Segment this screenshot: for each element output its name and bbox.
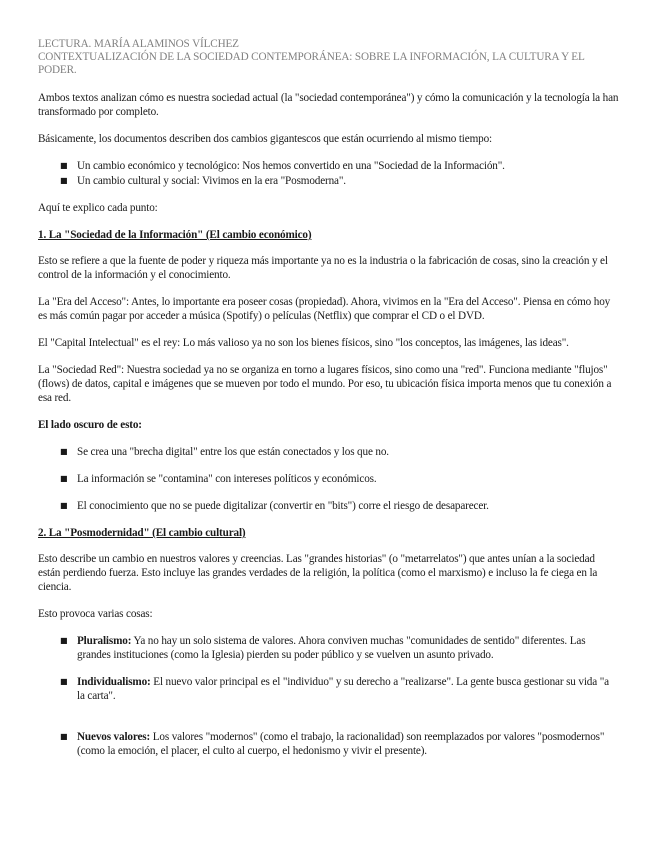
section-1-paragraph-4: La "Sociedad Red": Nuestra sociedad ya no se organiza en torno a lugares físicos, sino como una "red". Funciona mediante "flujos" (flows) de datos, capital e imágenes que se mueven por todo el mundo. Por eso, tu ubicación física importa menos que tu conexión a esa red. xyxy=(38,364,612,404)
list-item-lead: Pluralismo: xyxy=(77,635,132,647)
square-bullet-icon: ■ xyxy=(60,161,68,170)
list-item: ■ Un cambio cultural y social: Vivimos en la era "Posmoderna". xyxy=(60,175,346,187)
square-bullet-icon: ■ xyxy=(60,636,68,645)
section-1-heading: 1. La "Sociedad de la Información" (El cambio económico) xyxy=(38,229,312,241)
section-1-paragraph-3: El "Capital Intelectual" es el rey: Lo más valioso ya no son los bienes físicos, sino "los conceptos, las imágenes, las ideas". xyxy=(38,337,569,349)
header-title-line: CONTEXTUALIZACIÓN DE LA SOCIEDAD CONTEMPORÁNEA: SOBRE LA INFORMACIÓN, LA CULTURA Y EL PODER. xyxy=(38,51,585,76)
list-item-lead: Individualismo: xyxy=(77,676,151,688)
list-item: ■ El conocimiento que no se puede digitalizar (convertir en "bits") corre el riesgo de desaparecer. xyxy=(60,500,489,512)
list-item: ■ Nuevos valores: Los valores "modernos" (como el trabajo, la racionalidad) son reemplazados por valores "posmodernos" (como la emoción, el placer, el culto al cuerpo, el hedonismo y vivir el presente). xyxy=(60,731,605,757)
list-item: ■ Se crea una "brecha digital" entre los que están conectados y los que no. xyxy=(60,446,389,458)
square-bullet-icon: ■ xyxy=(60,501,68,510)
header-author-line: LECTURA. MARÍA ALAMINOS VÍLCHEZ xyxy=(38,38,239,50)
intro-paragraph-3: Aquí te explico cada punto: xyxy=(38,202,158,214)
square-bullet-icon: ■ xyxy=(60,474,68,483)
dark-side-list xyxy=(38,445,619,513)
intro-list xyxy=(38,159,619,188)
document-header xyxy=(38,38,619,77)
section-1-paragraph-2: La "Era del Acceso": Antes, lo importante era poseer cosas (propiedad). Ahora, vivimos en la "Era del Acceso". Piensa en cómo hoy es más común pagar por acceder a música (Spotify) o películas (Netflix) que comprar el CD o el DVD. xyxy=(38,296,611,322)
list-item: ■ La información se "contamina" con intereses políticos y económicos. xyxy=(60,473,377,485)
list-item: ■ Individualismo: El nuevo valor principal es el "individuo" y su derecho a "realizarse". La gente busca gestionar su vida "a la carta". xyxy=(60,676,609,702)
effects-list xyxy=(38,634,619,758)
square-bullet-icon: ■ xyxy=(60,677,68,686)
square-bullet-icon: ■ xyxy=(60,732,68,741)
section-2-heading: 2. La "Posmodernidad" (El cambio cultural) xyxy=(38,527,246,539)
list-item-lead: Nuevos valores: xyxy=(77,731,151,743)
section-2-paragraph-2: Esto provoca varias cosas: xyxy=(38,608,153,620)
list-item: ■ Un cambio económico y tecnológico: Nos hemos convertido en una "Sociedad de la Información". xyxy=(60,160,505,172)
intro-paragraph-1: Ambos textos analizan cómo es nuestra sociedad actual (la "sociedad contemporánea") y cómo la comunicación y la tecnología la han transformado por completo. xyxy=(38,92,619,118)
section-2-paragraph-1: Esto describe un cambio en nuestros valores y creencias. Las "grandes historias" (o "metarrelatos") que antes unían a la sociedad están perdiendo fuerza. Esto incluye las grandes verdades de la religión, la política (como el marxismo) e incluso la fe ciega en la ciencia. xyxy=(38,553,598,593)
section-1-paragraph-1: Esto se refiere a que la fuente de poder y riqueza más importante ya no es la industria o la fabricación de cosas, sino la creación y el control de la información y el conocimiento. xyxy=(38,255,608,281)
square-bullet-icon: ■ xyxy=(60,447,68,456)
dark-side-title: El lado oscuro de esto: xyxy=(38,419,142,431)
intro-paragraph-2: Básicamente, los documentos describen dos cambios gigantescos que están ocurriendo al mismo tiempo: xyxy=(38,133,492,145)
square-bullet-icon: ■ xyxy=(60,176,68,185)
list-item: ■ Pluralismo: Ya no hay un solo sistema de valores. Ahora conviven muchas "comunidades de sentido" diferentes. Las grandes instituciones (como la Iglesia) pierden su poder público y se vuelven un asunto privado. xyxy=(60,635,586,661)
